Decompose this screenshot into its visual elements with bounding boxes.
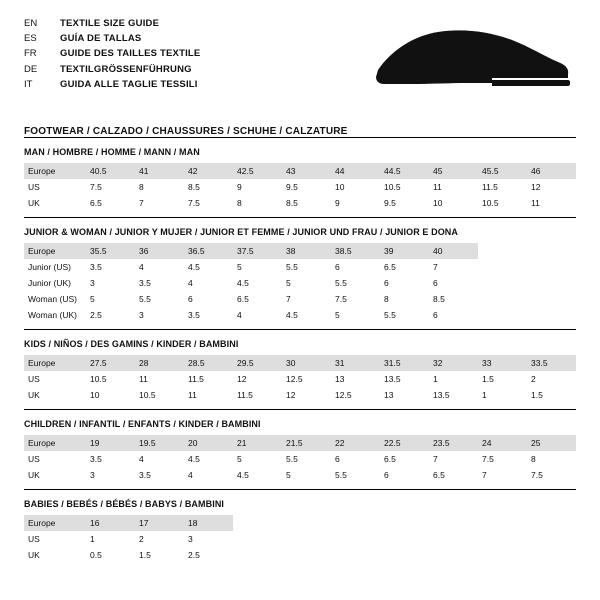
size-cell: 8 <box>531 454 536 464</box>
language-title: GUIDA ALLE TAGLIE TESSILI <box>60 78 198 90</box>
size-cell: 30 <box>282 355 331 371</box>
size-cell: 3.5 <box>139 278 151 288</box>
size-cell <box>527 515 576 531</box>
size-cell: 6.5 <box>433 470 445 480</box>
table-row <box>24 195 576 211</box>
size-cell <box>478 547 527 563</box>
size-cell: 11.5 <box>482 182 498 192</box>
size-cell: 1 <box>90 534 95 544</box>
language-code: EN <box>24 18 38 29</box>
size-cell <box>527 259 576 275</box>
size-cell: 6.5 <box>384 262 396 272</box>
size-cell: 40 <box>429 243 478 259</box>
size-cell: 6.5 <box>237 294 249 304</box>
language-title: TEXTILE SIZE GUIDE <box>60 18 160 29</box>
size-cell: 13 <box>335 374 345 384</box>
size-table <box>24 355 576 403</box>
size-cell: 12.5 <box>286 374 303 384</box>
table-row <box>24 163 576 179</box>
size-cell: 36 <box>135 243 184 259</box>
size-cell: 12 <box>237 374 247 384</box>
table-row <box>24 243 576 259</box>
size-cell: 4.5 <box>188 454 200 464</box>
size-cell <box>527 291 576 307</box>
size-section <box>24 489 576 569</box>
size-cell: 10.5 <box>139 390 156 400</box>
size-cell: 13 <box>384 390 394 400</box>
size-cell: 7.5 <box>90 182 102 192</box>
language-title: GUIDE DES TAILLES TEXTILE <box>60 48 201 60</box>
size-cell: 2.5 <box>188 550 200 560</box>
section-spacer <box>24 563 576 569</box>
size-cell: 28 <box>135 355 184 371</box>
size-cell: 13.5 <box>433 390 450 400</box>
size-cell <box>282 547 331 563</box>
table-row <box>24 467 576 483</box>
size-cell: 33.5 <box>527 355 576 371</box>
size-cell <box>478 243 527 259</box>
row-label: Junior (US) <box>28 262 71 272</box>
document-header <box>0 0 600 112</box>
size-cell <box>331 531 380 547</box>
row-label: Europe <box>24 243 86 259</box>
size-cell: 10.5 <box>90 374 107 384</box>
size-cell: 8.5 <box>286 198 298 208</box>
size-table <box>24 435 576 483</box>
size-cell: 3 <box>90 470 95 480</box>
size-cell: 38.5 <box>331 243 380 259</box>
size-cell: 3.5 <box>188 310 200 320</box>
size-cell <box>478 307 527 323</box>
size-cell <box>233 515 282 531</box>
size-cell: 8 <box>139 182 144 192</box>
size-cell: 45 <box>429 163 478 179</box>
size-cell: 5.5 <box>286 262 298 272</box>
table-row <box>24 547 576 563</box>
size-cell <box>429 531 478 547</box>
size-cell: 6 <box>384 278 389 288</box>
size-cell: 4.5 <box>286 310 298 320</box>
size-cell: 23.5 <box>429 435 478 451</box>
row-label: Europe <box>24 435 86 451</box>
size-cell: 5.5 <box>384 310 396 320</box>
size-cell: 39 <box>380 243 429 259</box>
table-row <box>24 291 576 307</box>
size-cell: 11 <box>139 374 148 384</box>
size-cell: 6.5 <box>90 198 102 208</box>
size-cell: 22.5 <box>380 435 429 451</box>
table-row <box>24 531 576 547</box>
section-title: CHILDREN / INFANTIL / ENFANTS / KINDER / BAMBINI <box>24 419 261 429</box>
size-cell <box>527 547 576 563</box>
size-cell: 22 <box>331 435 380 451</box>
size-cell: 28.5 <box>184 355 233 371</box>
size-cell: 1 <box>482 390 487 400</box>
size-cell: 44.5 <box>380 163 429 179</box>
size-cell: 4.5 <box>237 470 249 480</box>
size-cell <box>478 291 527 307</box>
size-cell: 21.5 <box>282 435 331 451</box>
size-cell <box>478 259 527 275</box>
size-cell: 4 <box>237 310 242 320</box>
size-cell: 46 <box>527 163 576 179</box>
row-label: Europe <box>24 515 86 531</box>
size-cell: 25 <box>527 435 576 451</box>
size-cell <box>380 547 429 563</box>
table-row <box>24 307 576 323</box>
dress-shoe-icon <box>372 26 572 96</box>
size-cell: 7 <box>286 294 291 304</box>
table-row <box>24 355 576 371</box>
size-sections <box>24 137 576 569</box>
row-label: Woman (UK) <box>28 310 77 320</box>
language-title: GUÍA DE TALLAS <box>60 33 142 45</box>
language-title: TEXTILGRÖSSENFÜHRUNG <box>60 63 192 75</box>
size-cell: 5 <box>335 310 340 320</box>
table-row <box>24 371 576 387</box>
size-cell: 20 <box>184 435 233 451</box>
row-label: US <box>28 454 40 464</box>
size-cell: 38 <box>282 243 331 259</box>
size-table <box>24 163 576 211</box>
size-cell <box>282 515 331 531</box>
language-code: DE <box>24 63 38 75</box>
size-cell: 27.5 <box>86 355 135 371</box>
row-label: Junior (UK) <box>28 278 71 288</box>
size-cell: 3 <box>139 310 144 320</box>
size-cell: 7.5 <box>188 198 200 208</box>
size-cell: 8 <box>384 294 389 304</box>
size-cell <box>233 547 282 563</box>
size-cell: 40.5 <box>86 163 135 179</box>
row-label: Europe <box>24 163 86 179</box>
size-cell: 10 <box>90 390 100 400</box>
size-cell: 9 <box>335 198 340 208</box>
size-cell: 4 <box>188 470 193 480</box>
section-title: JUNIOR & WOMAN / JUNIOR Y MUJER / JUNIOR ET FEMME / JUNIOR UND FRAU / JUNIOR E DONA <box>24 227 459 237</box>
size-cell: 4 <box>139 262 144 272</box>
size-cell: 11.5 <box>188 374 204 384</box>
size-cell: 6 <box>335 262 340 272</box>
size-cell: 29.5 <box>233 355 282 371</box>
size-cell: 5 <box>237 454 242 464</box>
size-cell: 1.5 <box>482 374 494 384</box>
size-cell: 5.5 <box>335 470 347 480</box>
size-cell: 36.5 <box>184 243 233 259</box>
size-cell: 11.5 <box>237 390 253 400</box>
size-cell: 1 <box>433 374 438 384</box>
size-cell: 10.5 <box>482 198 499 208</box>
size-cell: 11 <box>531 198 540 208</box>
size-cell: 6 <box>188 294 193 304</box>
size-cell: 24 <box>478 435 527 451</box>
size-cell: 37.5 <box>233 243 282 259</box>
row-label: US <box>28 534 40 544</box>
row-label: US <box>28 374 40 384</box>
table-row <box>24 515 576 531</box>
size-cell: 13.5 <box>384 374 401 384</box>
size-cell: 6 <box>433 278 438 288</box>
size-cell: 6 <box>335 454 340 464</box>
size-cell: 2.5 <box>90 310 102 320</box>
row-label: Woman (US) <box>28 294 77 304</box>
size-cell <box>478 531 527 547</box>
size-cell: 19.5 <box>135 435 184 451</box>
size-cell: 2 <box>139 534 144 544</box>
table-row <box>24 179 576 195</box>
size-cell: 5.5 <box>286 454 298 464</box>
section-title: MAN / HOMBRE / HOMME / MANN / MAN <box>24 147 200 157</box>
size-cell <box>380 515 429 531</box>
size-table <box>24 515 576 563</box>
size-cell: 18 <box>184 515 233 531</box>
size-cell: 3.5 <box>90 454 102 464</box>
size-cell: 2 <box>531 374 536 384</box>
language-code: IT <box>24 78 33 90</box>
size-cell: 6 <box>384 470 389 480</box>
size-cell: 12 <box>286 390 296 400</box>
size-cell: 6 <box>433 310 438 320</box>
size-cell: 0.5 <box>90 550 102 560</box>
table-row <box>24 259 576 275</box>
size-cell <box>527 531 576 547</box>
size-cell: 33 <box>478 355 527 371</box>
size-cell: 5 <box>237 262 242 272</box>
size-cell: 42 <box>184 163 233 179</box>
size-cell: 10 <box>335 182 345 192</box>
size-cell: 9.5 <box>384 198 396 208</box>
size-cell: 11 <box>188 390 197 400</box>
size-cell: 4.5 <box>188 262 200 272</box>
size-cell: 3 <box>188 534 193 544</box>
section-title: BABIES / BEBÉS / BÉBÉS / BABYS / BAMBINI <box>24 499 225 509</box>
size-cell: 7.5 <box>482 454 494 464</box>
size-cell: 7 <box>433 262 438 272</box>
size-cell <box>478 275 527 291</box>
size-cell: 12 <box>531 182 541 192</box>
size-cell: 7 <box>139 198 144 208</box>
size-cell: 8.5 <box>433 294 445 304</box>
size-cell <box>527 307 576 323</box>
size-cell: 3 <box>90 278 95 288</box>
size-cell: 21 <box>233 435 282 451</box>
size-section <box>24 329 576 409</box>
size-cell <box>527 243 576 259</box>
row-label: UK <box>28 550 40 560</box>
size-cell: 44 <box>331 163 380 179</box>
size-cell: 41 <box>135 163 184 179</box>
size-cell <box>331 547 380 563</box>
size-cell: 35.5 <box>86 243 135 259</box>
size-cell: 5 <box>286 278 291 288</box>
row-label: Europe <box>24 355 86 371</box>
size-cell: 7.5 <box>531 470 543 480</box>
size-cell <box>233 531 282 547</box>
size-section <box>24 217 576 329</box>
size-cell: 3.5 <box>139 470 151 480</box>
table-row <box>24 451 576 467</box>
size-cell <box>478 515 527 531</box>
size-cell: 4 <box>188 278 193 288</box>
size-cell: 7 <box>433 454 438 464</box>
size-cell: 9 <box>237 182 242 192</box>
size-cell: 8 <box>237 198 242 208</box>
size-cell: 10 <box>433 198 443 208</box>
row-label: UK <box>28 470 40 480</box>
row-label: US <box>28 182 40 192</box>
category-heading: FOOTWEAR / CALZADO / CHAUSSURES / SCHUHE / CALZATURE <box>24 126 348 137</box>
size-cell: 19 <box>86 435 135 451</box>
size-cell: 9.5 <box>286 182 298 192</box>
size-cell: 4 <box>139 454 144 464</box>
size-cell: 7.5 <box>335 294 347 304</box>
size-cell: 31 <box>331 355 380 371</box>
row-label: UK <box>28 198 40 208</box>
size-cell: 10.5 <box>384 182 401 192</box>
size-cell: 1.5 <box>139 550 151 560</box>
size-cell: 32 <box>429 355 478 371</box>
size-cell: 7 <box>482 470 487 480</box>
size-cell <box>527 275 576 291</box>
size-cell: 17 <box>135 515 184 531</box>
size-cell <box>429 547 478 563</box>
size-section <box>24 137 576 217</box>
size-cell: 6.5 <box>384 454 396 464</box>
size-cell <box>380 531 429 547</box>
size-cell: 8.5 <box>188 182 200 192</box>
size-cell <box>429 515 478 531</box>
row-label: UK <box>28 390 40 400</box>
size-cell: 31.5 <box>380 355 429 371</box>
size-cell: 5.5 <box>335 278 347 288</box>
size-cell: 11 <box>433 182 442 192</box>
size-cell: 12.5 <box>335 390 352 400</box>
size-cell: 1.5 <box>531 390 543 400</box>
table-row <box>24 387 576 403</box>
table-row <box>24 435 576 451</box>
size-section <box>24 409 576 489</box>
size-cell <box>282 531 331 547</box>
size-cell: 5.5 <box>139 294 151 304</box>
size-cell: 4.5 <box>237 278 249 288</box>
size-cell: 3.5 <box>90 262 102 272</box>
size-cell: 45.5 <box>478 163 527 179</box>
size-cell: 5 <box>286 470 291 480</box>
language-code: FR <box>24 48 37 60</box>
size-cell: 42.5 <box>233 163 282 179</box>
language-code: ES <box>24 33 37 45</box>
size-cell: 16 <box>86 515 135 531</box>
size-cell: 5 <box>90 294 95 304</box>
size-cell: 43 <box>282 163 331 179</box>
size-table <box>24 243 576 323</box>
table-row <box>24 275 576 291</box>
section-title: KIDS / NIÑOS / DES GAMINS / KINDER / BAMBINI <box>24 339 239 349</box>
size-cell <box>331 515 380 531</box>
